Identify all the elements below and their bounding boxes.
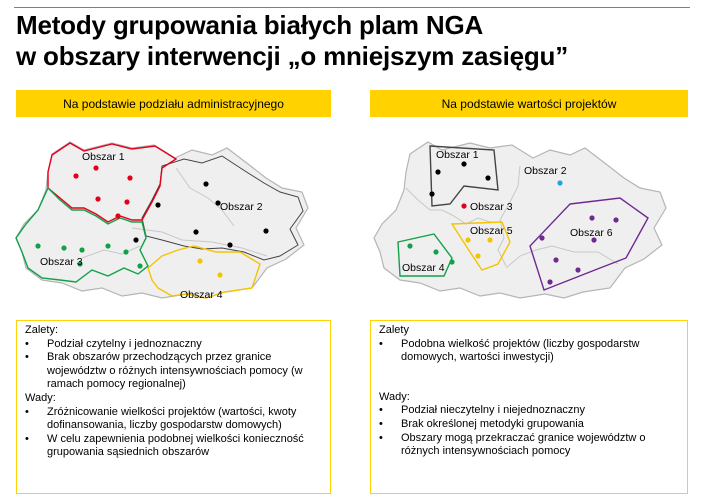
dot [227,242,232,247]
list-item: • Podział czytelny i jednoznaczny [25,338,322,352]
dot [93,165,98,170]
list-item: • Brak określonej metodyki grupowania [379,418,679,432]
dot [193,229,198,234]
dot [197,258,202,263]
dot [95,196,100,201]
list-item: • W celu zapewnienia podobnej wielkości konieczność grupowania sąsiednich obszarów [25,433,322,460]
title-line-2: w obszary interwencji „o mniejszym zasięgu” [16,41,569,71]
title-line-1: Metody grupowania białych plam NGA [16,10,484,40]
dot [575,267,580,272]
spacer [379,365,679,391]
map-label-obszar-2: Obszar 2 [220,201,263,213]
region-outline [374,142,666,298]
dot [127,175,132,180]
dot [123,249,128,254]
dot [547,279,552,284]
list-item: • Podobna wielkość projektów (liczby gospodarstw domowych, wartości inwestycji) [379,338,679,365]
dot [61,245,66,250]
dot [79,247,84,252]
left-map-svg [12,128,332,308]
dot [475,253,480,258]
dot [487,237,492,242]
dot [35,243,40,248]
right-wady-title: Wady: [379,390,410,403]
list-item: • Zróżnicowanie wielkości projektów (wartości, kwoty dofinansowania, liczby gospodarstw domowych) [25,406,322,433]
dot [589,215,594,220]
dot [155,202,160,207]
dot [217,272,222,277]
obszar-2-dot [557,180,562,185]
dot [539,235,544,240]
dot [465,237,470,242]
dot [485,175,490,180]
right-zalety-list [379,338,679,365]
right-header: Na podstawie wartości projektów [370,90,688,117]
map-label-obszar-2: Obszar 2 [524,165,567,177]
right-pros-cons [370,320,688,494]
right-map [370,128,690,308]
dot [433,249,438,254]
map-label-obszar-3: Obszar 3 [40,256,83,268]
list-item: • Brak obszarów przechodzących przez granice województw o różnych intensywnościach pomocy (w ramach pomocy regionalnej) [25,351,322,392]
left-wady-title: Wady: [25,391,56,404]
right-map-svg [370,128,690,308]
dot [263,228,268,233]
title-rule [14,7,690,8]
list-item: • Obszary mogą przekraczać granice województw o różnych intensywnościach pomocy [379,432,679,459]
left-wady-list [25,406,322,460]
left-map [12,128,332,308]
dot [613,217,618,222]
dot [449,259,454,264]
map-label-obszar-4: Obszar 4 [180,289,223,301]
obszar-3-dot [461,203,466,208]
map-label-obszar-1: Obszar 1 [436,149,479,161]
slide-title [16,10,696,72]
left-pros-cons [16,320,331,494]
dot [553,257,558,262]
dot [133,237,138,242]
map-label-obszar-5: Obszar 5 [470,225,513,237]
list-item: • Podział nieczytelny i niejednoznaczny [379,404,679,418]
left-zalety-title: Zalety: [25,324,59,336]
dot [124,199,129,204]
dot [115,213,120,218]
right-zalety-title: Zalety [379,324,409,336]
dot [73,173,78,178]
map-label-obszar-4: Obszar 4 [402,262,445,274]
region-outline [16,142,308,298]
dot [105,243,110,248]
dot [461,161,466,166]
left-header: Na podstawie podziału administracyjnego [16,90,331,117]
map-label-obszar-1: Obszar 1 [82,151,125,163]
map-label-obszar-6: Obszar 6 [570,227,613,239]
dot [137,263,142,268]
dot [435,169,440,174]
right-wady-list [379,404,679,458]
dot [429,191,434,196]
left-zalety-list [25,338,322,392]
dot [203,181,208,186]
map-label-obszar-3: Obszar 3 [470,201,513,213]
dot [407,243,412,248]
